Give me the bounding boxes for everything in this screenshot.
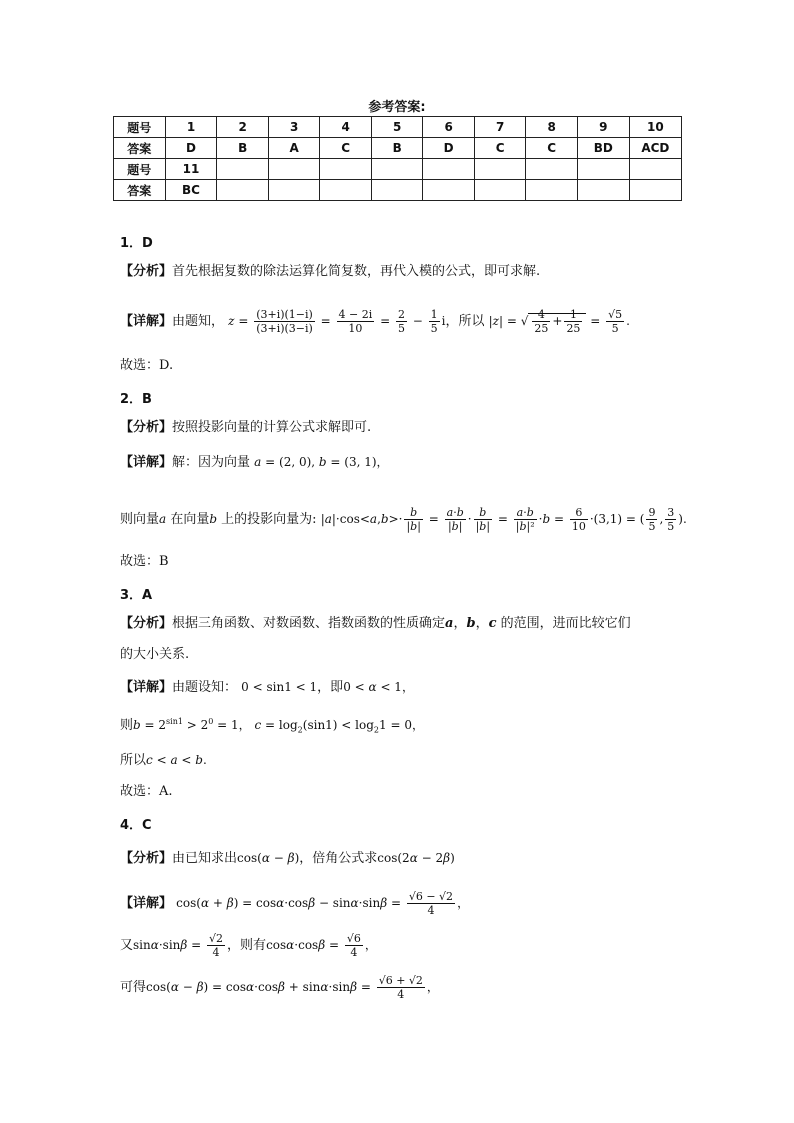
table-cell: 11: [165, 159, 217, 180]
q2-formula: |a|·cos<a,b>· $\frac{b}{|b|}$ = $\frac{a\cdot b}{|b|}$ · $\frac{b}{|b|}$ = $\frac{a\cdot b}{\text{|b|²}}$ ·b = $\frac{6}{10}$ ·(3,1) = ( $\frac{9}{5}$ , $\frac{3}{5}$ ).: [320, 506, 687, 533]
table-row: [114, 138, 682, 159]
analysis-tag: 【分析】: [120, 616, 173, 631]
table-cell: [577, 180, 629, 201]
analysis-tag: 【分析】: [120, 420, 173, 435]
table-row: [114, 117, 682, 138]
detail-tag: 【详解】: [120, 455, 173, 470]
analysis-tag: 【分析】: [120, 851, 173, 866]
q4-detail: 【详解】 cos(α + β) = cosα·cosβ − sinα·sinβ = $\frac{√6 - √2}{4}$ ，: [120, 890, 470, 917]
q2-vectors: a = (2, 0), b = (3, 1)，: [254, 455, 389, 469]
detail-lead: 解：因为向量: [172, 455, 251, 470]
table-cell: BD: [577, 138, 629, 159]
table-cell: C: [320, 138, 371, 159]
question-3-heading: 3．A: [120, 588, 153, 603]
detail-tag: 【详解】: [120, 896, 173, 911]
table-row-label: 答案: [114, 180, 166, 201]
q1-analysis: [120, 262, 540, 282]
table-cell: [629, 159, 681, 180]
table-cell: 6: [423, 117, 475, 138]
table-cell: D: [423, 138, 475, 159]
table-row-label: 题号: [114, 159, 166, 180]
q2-detail: [120, 452, 389, 473]
table-cell: [217, 180, 269, 201]
table-cell: [423, 180, 475, 201]
detail-mid: ，所以: [445, 314, 485, 329]
q2-projection: 则向量a 在向量b 上的投影向量为: |a|·cos<a,b>· $\frac{b}{|b|}$ = $\frac{a\cdot b}{|b|}$ · $\frac{b}{|b|}$ = $\frac{a\cdot b}{\text{|b|²}}$ ·b = $\frac{6}{10}$ ·(3,1) = ( $\frac{9}{5}$ , $\frac{3}{5}$ ).: [120, 506, 687, 533]
table-cell: C: [526, 138, 577, 159]
analysis-text: 首先根据复数的除法运算化简复数，再代入模的公式，即可求解.: [172, 264, 541, 279]
table-cell: 5: [371, 117, 423, 138]
question-4-heading: 4．C: [120, 818, 152, 833]
table-cell: [320, 180, 371, 201]
detail-tag: 【详解】: [120, 680, 173, 695]
table-cell: [268, 180, 320, 201]
analysis-tag: 【分析】: [120, 264, 173, 279]
table-cell: A: [268, 138, 320, 159]
table-cell: D: [165, 138, 217, 159]
table-cell: 3: [268, 117, 320, 138]
table-row-label: 答案: [114, 138, 166, 159]
table-cell: 8: [526, 117, 577, 138]
q3-conclusion: 故选：A.: [120, 784, 173, 799]
table-cell: [474, 159, 525, 180]
q3-detail: 【详解】由题设知： 0 < sin1 < 1，即0 < α < 1，: [120, 680, 414, 695]
table-cell: [577, 159, 629, 180]
table-cell: [371, 159, 423, 180]
table-row-label: 题号: [114, 117, 166, 138]
q1-conclusion: 故选：D.: [120, 358, 174, 373]
q2-conclusion: 故选：B: [120, 554, 169, 569]
q2-analysis: [120, 418, 371, 438]
table-row: [114, 180, 682, 201]
table-cell: [423, 159, 475, 180]
table-row: [114, 159, 682, 180]
table-cell: 10: [629, 117, 681, 138]
table-cell: ACD: [629, 138, 681, 159]
q3-analysis: 【分析】根据三角函数、对数函数、指数函数的性质确定a，b，c 的范围，进而比较它们: [120, 616, 631, 631]
question-2-heading: 2．B: [120, 392, 152, 407]
q4-line3: 可得cos(α − β) = cosα·cosβ + sinα·sinβ = $\frac{√6 + √2}{4}$ ，: [120, 974, 439, 1001]
table-cell: [526, 159, 577, 180]
table-cell: [474, 180, 525, 201]
q1-detail: [120, 308, 630, 335]
table-cell: [629, 180, 681, 201]
detail-tag: 【详解】: [120, 314, 173, 329]
table-cell: [371, 180, 423, 201]
table-cell: [217, 159, 269, 180]
answer-key-title: 参考答案:: [368, 100, 426, 115]
q3-analysis-cont: 的大小关系.: [120, 647, 190, 662]
table-cell: B: [217, 138, 269, 159]
table-cell: 1: [165, 117, 217, 138]
answer-table: [113, 116, 682, 201]
table-cell: [268, 159, 320, 180]
table-cell: [526, 180, 577, 201]
table-cell: 2: [217, 117, 269, 138]
q4-analysis: 【分析】由已知求出cos(α − β)，倍角公式求cos(2α − 2β): [120, 851, 455, 866]
table-cell: BC: [165, 180, 217, 201]
table-cell: 9: [577, 117, 629, 138]
table-cell: 4: [320, 117, 371, 138]
table-cell: [320, 159, 371, 180]
table-cell: 7: [474, 117, 525, 138]
question-1-heading: 1．D: [120, 236, 153, 251]
q3-line3: 所以c < a < b.: [120, 753, 207, 768]
q1-formula: z = $\frac{(3+i)(1-i)}{(3+i)(3-i)}$ = $\frac{4 - 2i}{10}$ = $\frac{2}{5}$ − $\frac{1}{5}$ i: [228, 308, 446, 335]
q4-line2: 又sinα·sinβ = $\frac{√2}{4}$ ，则有cosα·cosβ = $\frac{√6}{4}$ ，: [120, 932, 377, 959]
q1-modulus: |z| = √ $\frac{4}{25}$ + $\frac{1}{25}$ = $\frac{√5}{5}$ .: [488, 308, 630, 335]
table-cell: B: [371, 138, 423, 159]
detail-lead: 由题知，: [172, 314, 225, 329]
analysis-text: 按照投影向量的计算公式求解即可.: [172, 420, 372, 435]
q3-line2: 则$b = 2^{sin1} > 2^0 = 1$， $c = \log_2(\sin 1) < \log_21 = 0$，: [120, 717, 424, 735]
table-cell: C: [474, 138, 525, 159]
